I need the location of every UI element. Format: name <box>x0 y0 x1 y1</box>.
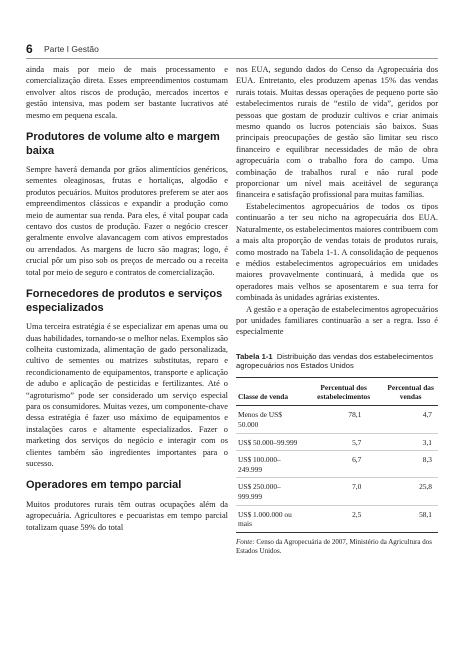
table-cell: 8,3 <box>383 451 438 478</box>
table-label: Tabela 1-1 <box>236 351 273 361</box>
section-heading: Produtores de volume alto e margem baixa <box>26 131 220 157</box>
column-header: Percentual dos estabelecimentos <box>304 377 383 405</box>
table-cell: Menos de US$ 50.000 <box>236 406 304 433</box>
page-number: 6 <box>26 42 33 56</box>
table-caption <box>236 352 438 371</box>
table-cell: 6,7 <box>304 451 383 478</box>
table-cell: 5,7 <box>304 433 383 451</box>
column-header: Percentual das vendas <box>383 377 438 405</box>
table-row <box>236 505 438 532</box>
paragraph: Uma terceira estratégia é se especializar em apenas uma ou duas habilidades, tornando-se o melhor nelas. Exemplos são colheita customizada, alimentação de gado personalizada, cultivo de sementes ou matrizes substitutas, reparo e recondicionamento de equipamentos, transporte e aplicação de adubo e aplicação de pesticidas e fertilizantes. Até o “agroturismo” pode ser considerado um serviço especial para os consumidores. Muitas vezes, um componente-chave dessa estratégia é fazer uso máximo de equipamentos e instalações caros e altamente especializados. Fazer o marketing dos serviços do negócio e interagir com os clientes também são ingredientes importantes para o sucesso. <box>26 322 228 468</box>
running-header <box>26 42 438 58</box>
table-cell: US$ 50.000–99.999 <box>236 433 304 451</box>
running-title: Parte I Gestão <box>44 44 99 54</box>
table-cell: 58,1 <box>383 505 438 532</box>
table-header-row <box>236 377 438 405</box>
column-header: Classe de venda <box>236 377 304 405</box>
section-heading: Fornecedores de produtos e serviços especializados <box>26 288 223 314</box>
source-label: Fonte: <box>236 537 255 546</box>
table-cell: 78,1 <box>304 406 383 433</box>
sales-distribution-table <box>236 377 438 533</box>
table-row <box>236 478 438 505</box>
table-caption-text: Distribuição das vendas dos estabelecimentos agropecuários nos Estados Unidos <box>236 351 433 371</box>
table-cell: 3,1 <box>383 433 438 451</box>
table-row <box>236 406 438 433</box>
table-row <box>236 451 438 478</box>
table-cell: US$ 1.000.000 ou mais <box>236 505 304 532</box>
table-cell: 25,8 <box>383 478 438 505</box>
table-cell: 4,7 <box>383 406 438 433</box>
paragraph: Estabelecimentos agropecuários de todos os tipos continuarão a ter seu nicho na agropecuária dos EUA. Naturalmente, os estabelecimentos maiores contribuem com a mais alta proporção de vendas totais de produtos rurais, como mostrado na Tabela 1-1. A consolidação de pequenos e médios estabelecimentos agropecuários em unidades maiores provavelmente continuará, à medida que os operadores mais velhos se aposentarem e sua terra for combinada às unidades agrárias existentes. <box>236 201 438 303</box>
paragraph: nos EUA, segundo dados do Censo da Agropecuária dos EUA. Entretanto, eles produzem apenas 15% das vendas rurais totais. Muitas dessas operações de pequeno porte são estabelecimentos rurais de “estilo de vida”, geridos por pessoas que gostam de produzir cultivos e criar animais mesmo quando os lucros potenciais são baixos. Suas principais preocupações de gestão são limitar seu risco financeiro e equilibrar necessidades de mão de obra agropecuária com o trabalho fora do campo. Uma combinação de trabalhos rural e não rural pode proporcionar um nível mais aceitável de segurança financeira e satisfação profissional para muitas famílias. <box>236 65 438 200</box>
section-heading: Operadores em tempo parcial <box>26 479 182 492</box>
paragraph: Sempre haverá demanda por grãos alimentícios genéricos, sementes oleaginosas, frutas e hortaliças, algodão e produtos pecuários. Muitos produtores preferem se ater aos empreendimentos clássicos e expandir a produção como meio de aumentar sua renda. Para eles, é vital poupar cada centavo dos custos de produção. Fazer o negócio crescer geralmente envolve alavancagem com ativos emprestados ou arrendados. As margens de lucro são magras; logo, é crucial pôr um piso sob os preços de mercado ou a receita total por meio de seguro e contratos de comercialização. <box>26 165 228 277</box>
table-cell: 2,5 <box>304 505 383 532</box>
table-row <box>236 433 438 451</box>
header-rule <box>26 58 438 59</box>
table-1-1 <box>236 352 438 556</box>
left-column <box>26 64 228 533</box>
table-source-note <box>236 538 438 556</box>
paragraph: Muitos produtores rurais têm outras ocupações além da agropecuária. Agricultores e pecuaristas em tempo parcial totalizam quase 59% do total <box>26 499 228 532</box>
paragraph: A gestão e a operação de estabelecimentos agropecuários por unidades familiares continuarão a ser a regra. Isso é especialmente <box>236 304 438 337</box>
table-cell: US$ 100.000–249.999 <box>236 451 304 478</box>
source-text: Censo da Agropecuária de 2007, Ministério da Agricultura dos Estados Unidos. <box>236 537 432 555</box>
table-cell: US$ 250.000–999.999 <box>236 478 304 505</box>
paragraph: ainda mais por meio de mais processamento e comercialização direta. Esses empreendimentos costumam envolver altos riscos de produção, mercados incertos e gestão intensiva, mas podem ser bastante lucrativos até mesmo em pequena escala. <box>26 65 228 120</box>
table-cell: 7,0 <box>304 478 383 505</box>
right-column <box>236 64 438 556</box>
